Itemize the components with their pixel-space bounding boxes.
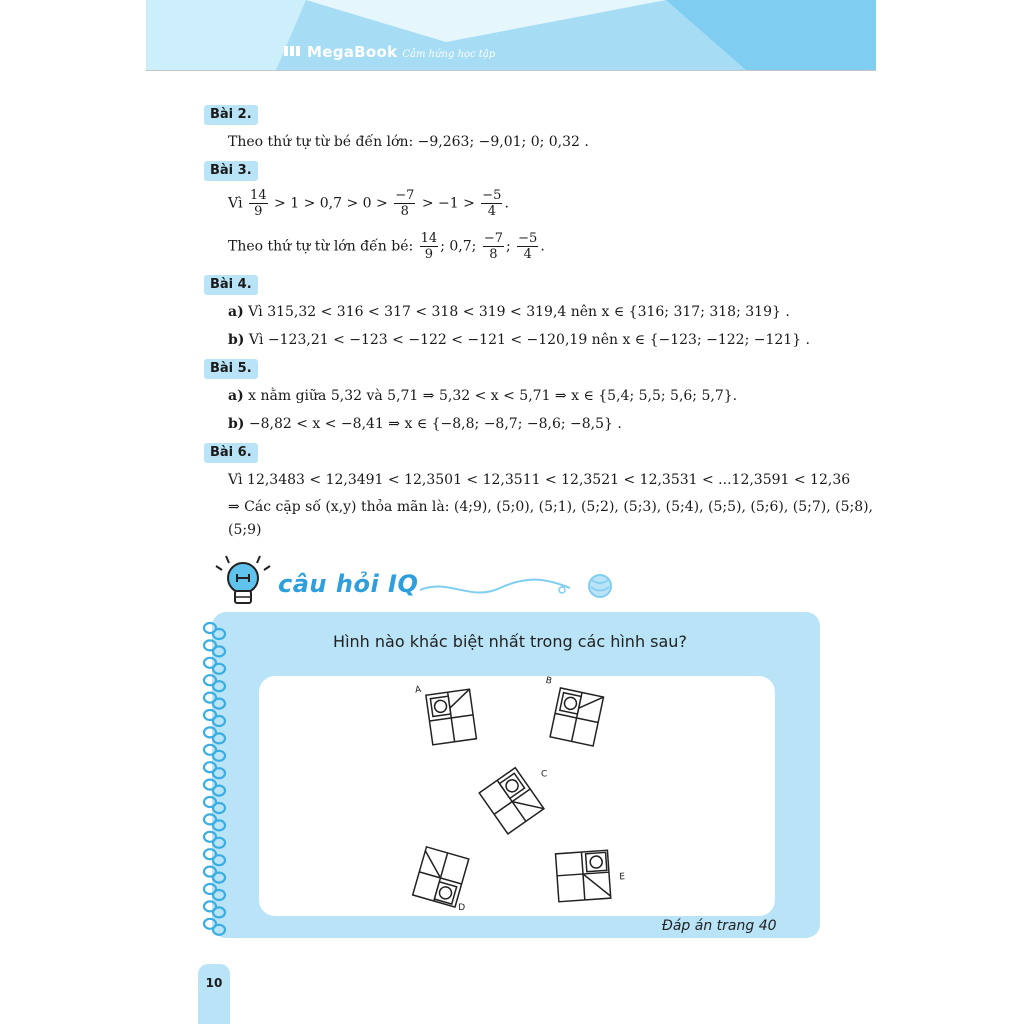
option-label-c: C xyxy=(540,769,548,780)
numerator: −5 xyxy=(518,231,538,246)
yarn-ball-icon xyxy=(589,575,611,597)
section-label-bai-6: Bài 6. xyxy=(204,443,258,463)
text-fragment: Vì xyxy=(228,195,243,212)
section-label-bai-4: Bài 4. xyxy=(204,275,258,295)
iq-title: câu hỏi IQ xyxy=(278,570,419,598)
shapes-figure xyxy=(259,676,775,916)
spiral-ring xyxy=(204,901,225,917)
brand-tagline: Cảm hứng học tập xyxy=(402,49,496,60)
text-fragment: > −1 > xyxy=(421,195,475,212)
bai-5-part-b xyxy=(228,414,622,434)
section-label-bai-5: Bài 5. xyxy=(204,359,258,379)
spiral-binding xyxy=(200,620,232,940)
megabook-logo-icon xyxy=(284,45,304,57)
shape-option-d xyxy=(411,847,480,915)
denominator: 9 xyxy=(424,247,434,262)
spiral-ring xyxy=(204,675,225,691)
iq-question: Hình nào khác biệt nhất trong các hình sau? xyxy=(333,632,687,651)
shape-option-b xyxy=(534,676,605,746)
denominator: 9 xyxy=(254,204,263,219)
header-band xyxy=(146,0,876,70)
denominator: 8 xyxy=(489,247,498,262)
bai-6-line-2: ⇒ Các cặp số (x,y) thỏa mãn là: (4;9), (5;0), (5;1), (5;2), (5;3), (5;4), (5;5), (5;6), (5;7), (5;8), xyxy=(228,499,874,515)
lightbulb-icon xyxy=(216,556,270,603)
spiral-ring xyxy=(204,762,225,778)
bai-3-line-1 xyxy=(228,188,509,219)
header-decoration xyxy=(146,0,876,70)
bai-6-line-1: Vì 12,3483 < 12,3491 < 12,3501 < 12,3511 < 12,3521 < 12,3531 < ...12,3591 < 12,36 xyxy=(228,472,851,488)
part-text: −8,82 < x < −8,41 ⇒ x ∈ {−8,8; −8,7; −8,6; −8,5} . xyxy=(248,416,622,432)
numerator: −7 xyxy=(483,231,503,246)
spiral-ring xyxy=(204,658,225,674)
fraction xyxy=(481,188,502,219)
page-number: 10 xyxy=(205,976,223,990)
spiral-ring xyxy=(204,693,225,709)
bai-6-line-3: (5;9) xyxy=(228,522,262,538)
answer-reference: Đáp án trang 40 xyxy=(662,918,777,934)
numerator: 14 xyxy=(250,188,267,203)
shape-option-e xyxy=(556,849,627,902)
spiral-ring xyxy=(204,727,225,743)
spiral-ring xyxy=(204,745,225,761)
section-label-bai-2: Bài 2. xyxy=(204,105,258,125)
iq-heading-decoration xyxy=(210,552,630,612)
shape-option-a xyxy=(414,678,476,746)
spiral-ring xyxy=(204,884,225,900)
numerator: −7 xyxy=(395,188,415,203)
fraction xyxy=(394,188,415,219)
figure-box xyxy=(259,676,775,916)
text-fragment: . xyxy=(504,195,509,212)
fraction xyxy=(483,231,504,262)
spiral-ring xyxy=(204,814,225,830)
page-number-tab xyxy=(198,964,230,1024)
spiral-ring xyxy=(204,919,225,935)
denominator: 8 xyxy=(400,204,409,219)
section-label-bai-3: Bài 3. xyxy=(204,161,258,181)
bai-4-part-a xyxy=(228,302,790,322)
shape-option-c xyxy=(479,753,564,834)
fraction xyxy=(249,188,268,219)
bai-3-line-2 xyxy=(228,231,545,262)
yarn-thread xyxy=(420,580,570,593)
part-text: Vì −123,21 < −123 < −122 < −121 < −120,19 nên x ∈ {−123; −122; −121} . xyxy=(248,332,811,348)
option-label-a: A xyxy=(414,684,422,696)
part-label: b) xyxy=(228,416,245,432)
numerator: −5 xyxy=(482,188,502,203)
spiral-ring xyxy=(204,780,225,796)
option-label-e: E xyxy=(618,872,626,883)
part-text: Vì 315,32 < 316 < 317 < 318 < 319 < 319,4 nên x ∈ {316; 317; 318; 319} . xyxy=(248,304,790,320)
brand xyxy=(284,43,495,61)
header-divider xyxy=(146,70,876,71)
spiral-ring xyxy=(204,797,225,813)
part-label: b) xyxy=(228,332,245,348)
part-label: a) xyxy=(228,304,244,320)
option-label-d: D xyxy=(458,903,466,914)
part-label: a) xyxy=(228,388,244,404)
spiral-ring xyxy=(204,849,225,865)
fraction xyxy=(420,231,439,262)
numerator: 14 xyxy=(420,231,438,246)
bai-5-part-a xyxy=(228,386,737,406)
spiral-ring xyxy=(204,867,225,883)
spiral-ring xyxy=(204,710,225,726)
text-fragment: ; 0,7; xyxy=(440,238,477,255)
bai-4-part-b xyxy=(228,330,810,350)
option-label-b: B xyxy=(544,676,553,687)
text-fragment: Theo thứ tự từ lớn đến bé: xyxy=(228,238,414,255)
brand-name: MegaBook xyxy=(307,43,398,61)
fraction xyxy=(517,231,538,262)
text-fragment: . xyxy=(540,238,545,255)
part-text: x nằm giữa 5,32 và 5,71 ⇒ 5,32 < x < 5,71 ⇒ x ∈ {5,4; 5,5; 5,6; 5,7}. xyxy=(248,388,738,404)
denominator: 4 xyxy=(523,247,532,262)
text-fragment: ; xyxy=(505,238,511,255)
text-fragment: > 1 > 0,7 > 0 > xyxy=(274,195,388,212)
spiral-ring xyxy=(204,832,225,848)
bai-2-text: Theo thứ tự từ bé đến lớn: −9,263; −9,01; 0; 0,32 . xyxy=(228,134,589,150)
denominator: 4 xyxy=(487,204,496,219)
